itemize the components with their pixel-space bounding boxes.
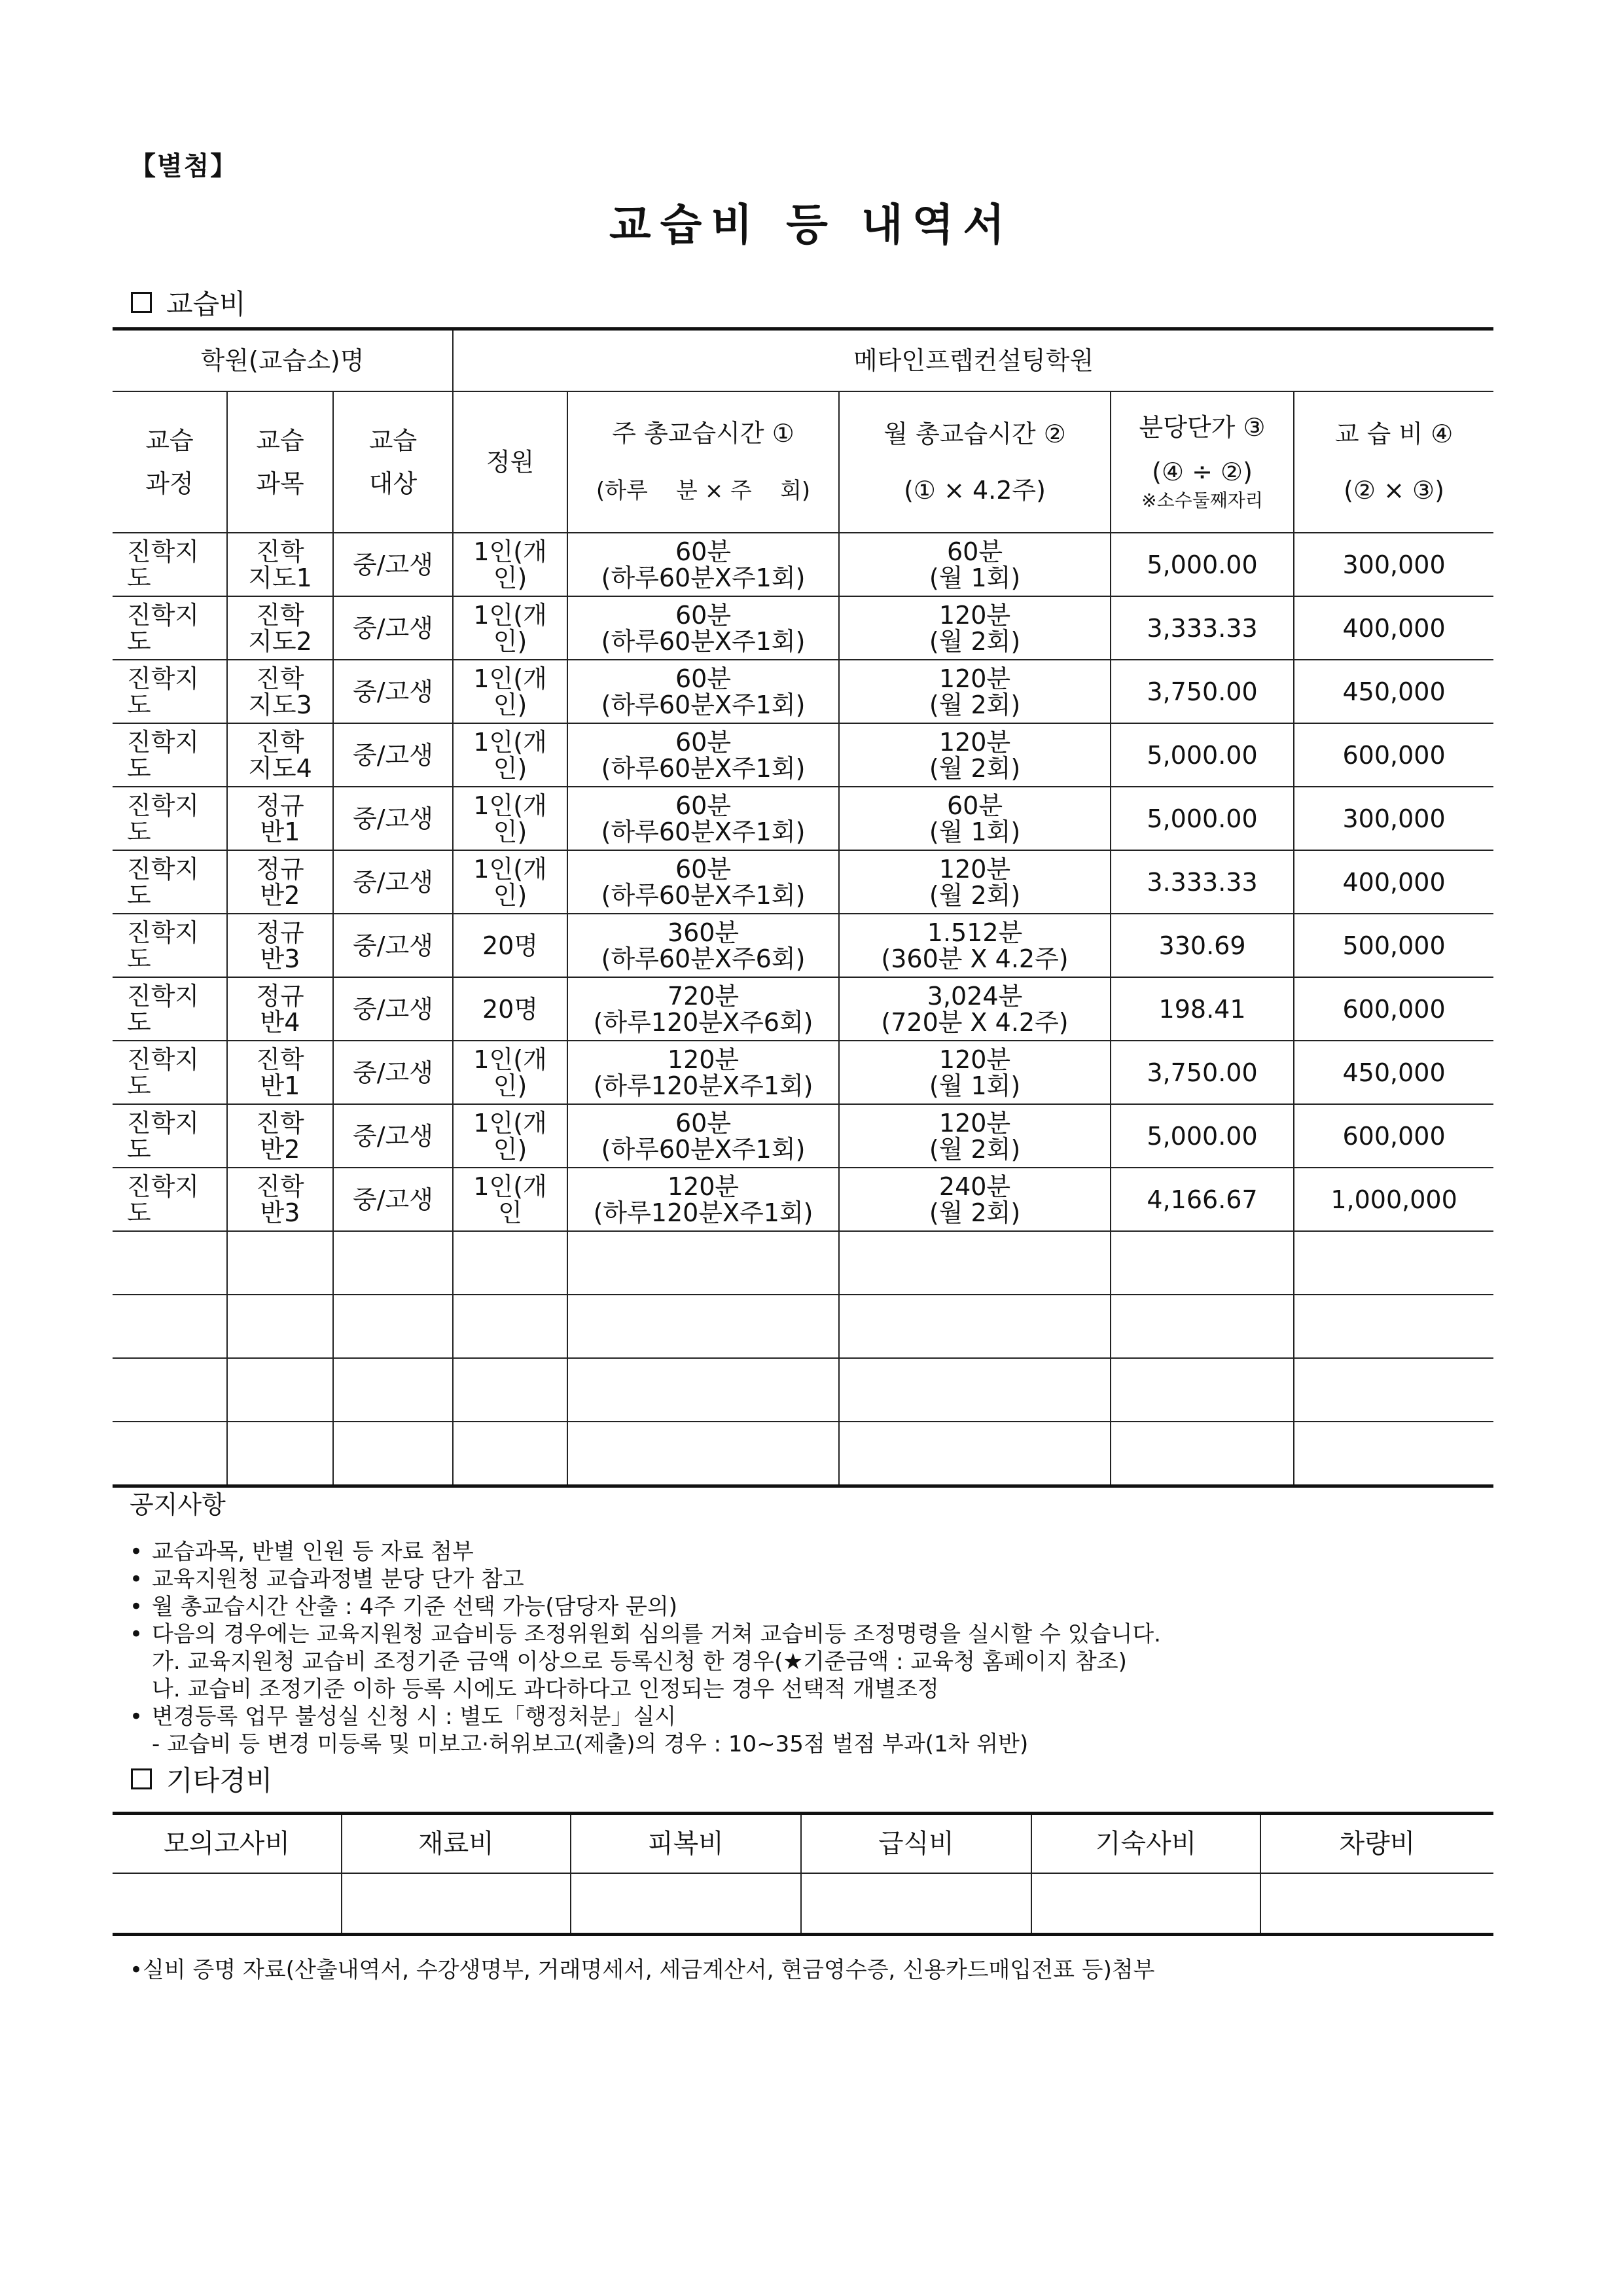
checkbox-icon — [131, 1768, 152, 1789]
cell-monthly: 120분 (월 2회) — [839, 850, 1111, 914]
cell-target: 중/고생 — [333, 850, 453, 914]
cell-unit: 330.69 — [1111, 914, 1294, 977]
header-unit-note: ※소수둘째자리 — [1141, 490, 1263, 511]
empty-cell — [453, 1295, 567, 1358]
empty-cell — [453, 1422, 567, 1486]
cell-unit: 198.41 — [1111, 977, 1294, 1041]
cell-target: 중/고생 — [333, 787, 453, 850]
cell-monthly: 240분 (월 2회) — [839, 1168, 1111, 1231]
cell-unit: 5,000.00 — [1111, 723, 1294, 787]
notice-item: • 다음의 경우에는 교육지원청 교습비등 조정위원회 심의를 거쳐 교습비등 조정명령을 실시할 수 있습니다. — [130, 1621, 1504, 1648]
header-monthly-line1: 월 총교습시간 ② — [883, 420, 1066, 448]
empty-cell — [567, 1358, 839, 1422]
other-value-cell — [113, 1873, 342, 1935]
cell-course: 진학지 도 — [113, 850, 227, 914]
notice-item: • 교육지원청 교습과정별 분당 단가 참고 — [130, 1566, 1504, 1593]
notice-item: • 변경등록 업무 불성실 신청 시 : 별도「행정처분」실시 — [130, 1703, 1504, 1731]
notice-list — [130, 1538, 1504, 1758]
cell-capacity: 20명 — [453, 977, 567, 1041]
cell-weekly: 120분 (하루120분X주1회) — [567, 1041, 839, 1104]
other-header-meals: 급식비 — [801, 1814, 1031, 1874]
table-row — [113, 1168, 1493, 1231]
other-value-cell — [571, 1873, 801, 1935]
cell-target: 중/고생 — [333, 723, 453, 787]
empty-cell — [453, 1358, 567, 1422]
cell-course: 진학지 도 — [113, 914, 227, 977]
header-target-text: 교습 대상 — [368, 426, 418, 498]
empty-cell — [1111, 1295, 1294, 1358]
section-fees-heading — [131, 283, 246, 322]
cell-weekly: 60분 (하루60분X주1회) — [567, 660, 839, 723]
header-course-text: 교습 과정 — [145, 426, 194, 498]
cell-subject: 진학 반1 — [227, 1041, 333, 1104]
notice-subitem: - 교습비 등 변경 미등록 및 미보고·허위보고(제출)의 경우 : 10~35점 벌점 부과(1차 위반) — [152, 1731, 1029, 1757]
cell-fee: 450,000 — [1294, 1041, 1493, 1104]
table-row — [113, 914, 1493, 977]
cell-course: 진학지 도 — [113, 723, 227, 787]
table-row — [113, 1041, 1493, 1104]
academy-label: 학원(교습소)명 — [113, 329, 453, 392]
fee-table — [113, 327, 1493, 1488]
cell-monthly: 120분 (월 2회) — [839, 596, 1111, 660]
table-row — [113, 1104, 1493, 1168]
empty-cell — [113, 1358, 227, 1422]
cell-capacity: 1인(개 인) — [453, 787, 567, 850]
cell-target: 중/고생 — [333, 1168, 453, 1231]
footnote: •실비 증명 자료(산출내역서, 수강생명부, 거래명세서, 세금계산서, 현금영수증, 신용카드매입전표 등)첨부 — [130, 1957, 1155, 1983]
cell-subject: 진학 지도3 — [227, 660, 333, 723]
other-expense-table — [113, 1812, 1493, 1936]
cell-weekly: 720분 (하루120분X주6회) — [567, 977, 839, 1041]
cell-unit: 5,000.00 — [1111, 1104, 1294, 1168]
header-fee — [1294, 391, 1493, 533]
cell-fee: 400,000 — [1294, 596, 1493, 660]
header-fee-line2: (② × ③) — [1344, 476, 1444, 505]
cell-monthly: 60분 (월 1회) — [839, 533, 1111, 596]
cell-fee: 300,000 — [1294, 533, 1493, 596]
cell-monthly: 3,024분 (720분 X 4.2주) — [839, 977, 1111, 1041]
cell-target: 중/고생 — [333, 977, 453, 1041]
notice-title: 공지사항 — [130, 1490, 226, 1519]
header-subject — [227, 391, 333, 533]
empty-cell — [839, 1422, 1111, 1486]
notice-section — [130, 1491, 1504, 1758]
empty-cell — [1294, 1295, 1493, 1358]
empty-cell — [333, 1422, 453, 1486]
header-unit-line1: 분당단가 ③ — [1139, 413, 1266, 442]
empty-cell — [113, 1231, 227, 1295]
checkbox-icon — [131, 292, 152, 313]
other-header-vehicle: 차량비 — [1260, 1814, 1493, 1874]
empty-cell — [453, 1231, 567, 1295]
cell-target: 중/고생 — [333, 533, 453, 596]
header-monthly — [839, 391, 1111, 533]
empty-cell — [113, 1295, 227, 1358]
cell-weekly: 60분 (하루60분X주1회) — [567, 596, 839, 660]
section-other-label: 기타경비 — [166, 1765, 273, 1797]
cell-weekly: 60분 (하루60분X주1회) — [567, 533, 839, 596]
header-weekly-line1: 주 총교습시간 ① — [612, 419, 794, 448]
empty-cell — [227, 1358, 333, 1422]
cell-monthly: 120분 (월 2회) — [839, 1104, 1111, 1168]
other-value-cell — [1260, 1873, 1493, 1935]
cell-weekly: 60분 (하루60분X주1회) — [567, 850, 839, 914]
empty-cell — [227, 1231, 333, 1295]
cell-target: 중/고생 — [333, 914, 453, 977]
cell-subject: 정규 반4 — [227, 977, 333, 1041]
table-row — [113, 596, 1493, 660]
header-unit-line2: (④ ÷ ②) — [1152, 457, 1253, 486]
cell-subject: 진학 지도2 — [227, 596, 333, 660]
empty-cell — [1111, 1358, 1294, 1422]
cell-subject: 정규 반2 — [227, 850, 333, 914]
cell-unit: 3.333.33 — [1111, 850, 1294, 914]
cell-fee: 600,000 — [1294, 1104, 1493, 1168]
header-weekly-line2: (하루 분 × 주 회) — [596, 478, 811, 504]
table-row — [113, 660, 1493, 723]
notice-subitem: 나. 교습비 조정기준 이하 등록 시에도 과다하다고 인정되는 경우 선택적 개별조정 — [152, 1676, 939, 1702]
cell-fee: 450,000 — [1294, 660, 1493, 723]
cell-unit: 4,166.67 — [1111, 1168, 1294, 1231]
cell-course: 진학지 도 — [113, 596, 227, 660]
cell-fee: 300,000 — [1294, 787, 1493, 850]
empty-cell — [113, 1422, 227, 1486]
cell-capacity: 1인(개 인) — [453, 1104, 567, 1168]
cell-capacity: 1인(개 인) — [453, 533, 567, 596]
empty-cell — [839, 1358, 1111, 1422]
other-header-materials: 재료비 — [342, 1814, 571, 1874]
empty-cell — [567, 1422, 839, 1486]
empty-cell — [1111, 1422, 1294, 1486]
empty-cell — [1294, 1422, 1493, 1486]
empty-row — [113, 1422, 1493, 1486]
empty-cell — [839, 1295, 1111, 1358]
table-row — [113, 977, 1493, 1041]
cell-target: 중/고생 — [333, 596, 453, 660]
table-row — [113, 533, 1493, 596]
cell-course: 진학지 도 — [113, 1168, 227, 1231]
cell-unit: 3,333.33 — [1111, 596, 1294, 660]
cell-weekly: 120분 (하루120분X주1회) — [567, 1168, 839, 1231]
cell-course: 진학지 도 — [113, 533, 227, 596]
section-fees-label: 교습비 — [166, 288, 246, 320]
empty-cell — [567, 1295, 839, 1358]
empty-row — [113, 1231, 1493, 1295]
cell-monthly: 120분 (월 1회) — [839, 1041, 1111, 1104]
empty-cell — [567, 1231, 839, 1295]
empty-row — [113, 1358, 1493, 1422]
cell-monthly: 120분 (월 2회) — [839, 660, 1111, 723]
cell-capacity: 20명 — [453, 914, 567, 977]
other-value-cell — [1031, 1873, 1260, 1935]
other-header-mock-exam: 모의고사비 — [113, 1814, 342, 1874]
header-unit — [1111, 391, 1294, 533]
cell-subject: 진학 지도1 — [227, 533, 333, 596]
document-title: 교습비 등 내역서 — [609, 200, 1014, 250]
other-value-cell — [342, 1873, 571, 1935]
table-row — [113, 850, 1493, 914]
other-value-cell — [801, 1873, 1031, 1935]
empty-cell — [333, 1295, 453, 1358]
cell-course: 진학지 도 — [113, 787, 227, 850]
cell-capacity: 1인(개 인 — [453, 1168, 567, 1231]
empty-cell — [227, 1295, 333, 1358]
cell-course: 진학지 도 — [113, 660, 227, 723]
cell-unit: 5,000.00 — [1111, 787, 1294, 850]
empty-cell — [839, 1231, 1111, 1295]
cell-subject: 정규 반3 — [227, 914, 333, 977]
header-subject-text: 교습 과목 — [256, 426, 304, 498]
cell-subject: 진학 반2 — [227, 1104, 333, 1168]
cell-subject: 진학 지도4 — [227, 723, 333, 787]
cell-fee: 500,000 — [1294, 914, 1493, 977]
cell-unit: 5,000.00 — [1111, 533, 1294, 596]
cell-subject: 정규 반1 — [227, 787, 333, 850]
cell-capacity: 1인(개 인) — [453, 850, 567, 914]
cell-weekly: 360분 (하루60분X주6회) — [567, 914, 839, 977]
header-target — [333, 391, 453, 533]
cell-course: 진학지 도 — [113, 1104, 227, 1168]
cell-target: 중/고생 — [333, 660, 453, 723]
cell-course: 진학지 도 — [113, 977, 227, 1041]
cell-capacity: 1인(개 인) — [453, 723, 567, 787]
empty-cell — [333, 1231, 453, 1295]
empty-row — [113, 1295, 1493, 1358]
header-monthly-line2: (① × 4.2주) — [904, 476, 1046, 505]
cell-unit: 3,750.00 — [1111, 660, 1294, 723]
header-capacity: 정원 — [453, 391, 567, 533]
cell-fee: 600,000 — [1294, 977, 1493, 1041]
table-row — [113, 723, 1493, 787]
cell-monthly: 1.512분 (360분 X 4.2주) — [839, 914, 1111, 977]
header-course — [113, 391, 227, 533]
cell-monthly: 120분 (월 2회) — [839, 723, 1111, 787]
header-fee-line1: 교 습 비 ④ — [1334, 420, 1454, 448]
cell-weekly: 60분 (하루60분X주1회) — [567, 723, 839, 787]
cell-fee: 600,000 — [1294, 723, 1493, 787]
cell-unit: 3,750.00 — [1111, 1041, 1294, 1104]
empty-cell — [1294, 1358, 1493, 1422]
cell-subject: 진학 반3 — [227, 1168, 333, 1231]
cell-target: 중/고생 — [333, 1041, 453, 1104]
notice-item: • 교습과목, 반별 인원 등 자료 첨부 — [130, 1538, 1504, 1566]
empty-cell — [1294, 1231, 1493, 1295]
header-weekly — [567, 391, 839, 533]
section-other-heading — [131, 1759, 272, 1799]
cell-capacity: 1인(개 인) — [453, 596, 567, 660]
cell-weekly: 60분 (하루60분X주1회) — [567, 787, 839, 850]
cell-capacity: 1인(개 인) — [453, 1041, 567, 1104]
other-header-dormitory: 기숙사비 — [1031, 1814, 1260, 1874]
cell-fee: 400,000 — [1294, 850, 1493, 914]
other-header-uniform: 피복비 — [571, 1814, 801, 1874]
academy-name: 메타인프렙컨설팅학원 — [453, 329, 1493, 392]
attachment-label: 【별첨】 — [130, 151, 238, 181]
cell-weekly: 60분 (하루60분X주1회) — [567, 1104, 839, 1168]
cell-course: 진학지 도 — [113, 1041, 227, 1104]
empty-cell — [1111, 1231, 1294, 1295]
empty-cell — [227, 1422, 333, 1486]
table-row — [113, 787, 1493, 850]
empty-cell — [333, 1358, 453, 1422]
notice-item: • 월 총교습시간 산출 : 4주 기준 선택 가능(담당자 문의) — [130, 1593, 1504, 1621]
cell-target: 중/고생 — [333, 1104, 453, 1168]
cell-capacity: 1인(개 인) — [453, 660, 567, 723]
notice-subitem: 가. 교육지원청 교습비 조정기준 금액 이상으로 등록신청 한 경우(★기준금액 : 교육청 홈페이지 참조) — [152, 1649, 1127, 1675]
cell-monthly: 60분 (월 1회) — [839, 787, 1111, 850]
cell-fee: 1,000,000 — [1294, 1168, 1493, 1231]
